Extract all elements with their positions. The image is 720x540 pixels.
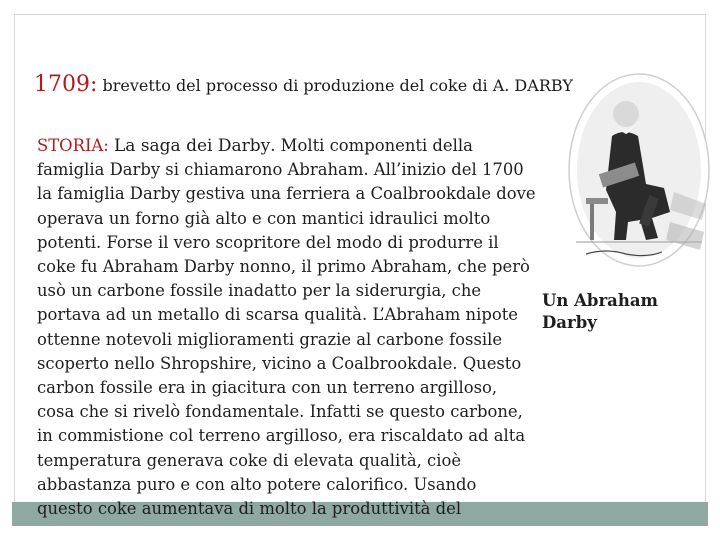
title-year: 1709: <box>34 72 98 97</box>
lead-label: STORIA: <box>37 136 114 155</box>
body-text: . Molti componenti della famiglia Darby si chiamarono Abraham. All’inizio del 1700 la famiglia Darby gestiva una ferriera a Coalbrookdale dove operava un forno già alto e con mantici idraulici molto potenti. Forse il vero scopritore del modo di produrre il coke fu Abraham Darby nonno, il primo Abraham, che però usò un carbone fossile inadatto per la siderurgia, che portava ad un metallo di scarsa qualità. L’Abraham nipote ottenne notevoli miglioramenti grazie al carbone fossile scoperto nello Shropshire, vicino a Coalbrookdale. Questo carbon fossile era in giacitura con un terreno argilloso, cosa che si rivelò fondamentale. Infatti se questo carbone, in commistione col terreno argilloso, era riscaldato ad alta temperatura generava coke di elevata qualità, cioè abbastanza puro e con alto potere calorifico. Usando questo coke aumentava di molto la produttività del <box>37 136 536 519</box>
slide-title <box>34 72 594 98</box>
portrait-caption <box>542 290 712 334</box>
body-paragraph <box>37 134 537 521</box>
title-text: brevetto del processo di produzione del coke di A. DARBY <box>97 76 573 95</box>
lead-title: La saga dei Darby <box>113 136 271 156</box>
caption-line-2: Darby <box>542 313 597 332</box>
portrait-image <box>566 72 712 276</box>
caption-line-1: Un Abraham <box>542 291 658 310</box>
